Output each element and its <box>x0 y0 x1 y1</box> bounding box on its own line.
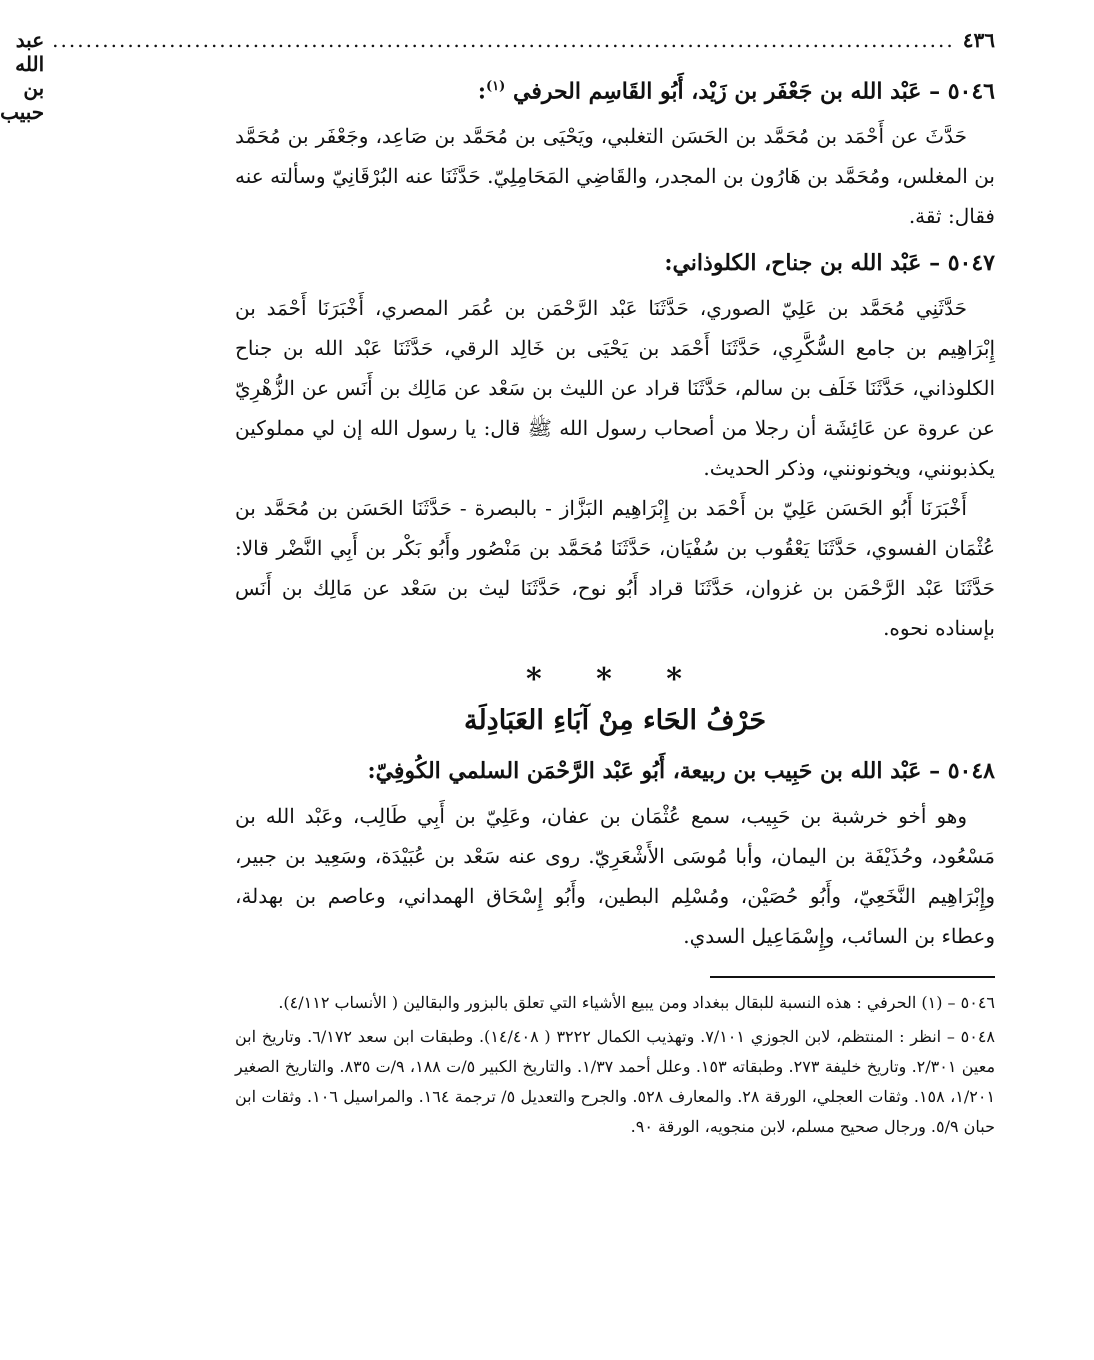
entry-heading-text: ٥٠٤٨ – عَبْد الله بن حَبِيب بن ربيعة، أَبُو عَبْد الرَّحْمَن السلمي الكُوفِيّ <box>375 758 995 785</box>
heading-colon: : <box>367 758 376 785</box>
entry-heading-5046 <box>235 66 995 112</box>
footnote-5048: ٥٠٤٨ – انظر : المنتظم، لابن الجوزي ٧/١٠١. وتهذيب الكمال ٣٢٢٢ ( ١٤/٤٠٨). وطبقات ابن سعد ٦/١٧٢. وتاريخ ابن معين ٢/٣٠١. وتاريخ خليفة ٢٧٣. وطبقاته ١٥٣. وعلل أحمد ١/٣٧. والتاريخ الكبير ٥/ت ١٨٨، ٩/ت ٨٣٥. والتاريخ الصغير ١/٢٠١، ١٥٨. وثقات العجلي، الورقة ٢٨. والمعارف ٥٢٨. والجرح والتعديل ٥/ ترجمة ١٦٤. والمراسيل ١٠٦. وثقات ابن حبان ٥/٩. ورجال صحيح مسلم، لابن منجويه، الورقة ٩٠. <box>235 1027 996 1137</box>
entry-paragraph-5048: وهو أخو خرشبة بن حَبِيب، سمع عُثْمَان بن عفان، وعَلِيّ بن أَبِي طَالِب، وعَبْد الله بن مَسْعُود، وحُذَيْفَة بن اليمان، وأبا مُوسَى الأَشْعَرِيّ. روى عنه سَعْد بن عُبَيْدَة، وسَعِيد بن جبير، وإِبْرَاهِيم النَّخَعِيّ، وأَبُو حُصَيْن، ومُسْلِم البطين، وأَبُو إِسْحَاق الهمداني، وعاصم بن بهدلة، وعطاء بن السائب، وإِسْمَاعِيل السدي. <box>235 804 995 949</box>
entry-heading-5048 <box>235 750 995 792</box>
footnote-5046: ٥٠٤٦ – (١) الحرفي : هذه النسبة للبقال ببغداد ومن يبيع الأشياء التي تعلق بالبزور والبقالين ( الأنساب ٤/١١٢). <box>278 993 995 1013</box>
page-number: ٤٣٦ <box>962 28 995 52</box>
entry-paragraph-5047-a: حَدَّثَنِي مُحَمَّد بن عَلِيّ الصوري، حَدَّثَنَا عَبْد الرَّحْمَن بن عُمَر المصري، أَخْبَرَنَا أَحْمَد بن إِبْرَاهِيم بن جامع السُّكَّرِي، حَدَّثَنَا أَحْمَد بن يَحْيَى بن خَالِد الرقي، حَدَّثَنَا عَبْد الله بن جناح الكلوذاني، حَدَّثَنَا خَلَف بن سالم، حَدَّثَنَا قراد عن الليث بن سَعْد عن مَالِك بن أَنَس عن الزُّهْرِيّ عن عروة عن عَائِشَة أن رجلا من أصحاب رسول الله ﷺ قال: يا رسول الله إن لي مملوكين يكذبونني، ويخونونني، وذكر الحديث. <box>235 296 995 481</box>
entry-heading-5047 <box>235 242 995 284</box>
section-title: حَرْفُ الحَاء مِنْ آبَاءِ العَبَادِلَة <box>463 705 767 737</box>
running-title: عبد الله بن حبيب <box>0 28 45 124</box>
footnote-reference: (١) <box>486 79 506 94</box>
entry-paragraph-5047-b: أَخْبَرَنَا أَبُو الحَسَن عَلِيّ بن أَحْمَد بن إِبْرَاهِيم البَزَّاز - بالبصرة - حَدَّثَنَا الحَسَن بن مُحَمَّد بن عُثْمَان الفسوي، حَدَّثَنَا يَعْقُوب بن سُفْيَان، حَدَّثَنَا مُحَمَّد بن مَنْصُور وأَبُو بَكْر بن أَبِي النَّضْر قالا: حَدَّثَنَا عَبْد الرَّحْمَن بن غزوان، حَدَّثَنَا قراد أَبُو نوح، حَدَّثَنَا ليث بن سَعْد عن مَالِك بن أَنَس بإسناده نحوه. <box>235 496 995 641</box>
entry-paragraph-5046: حَدَّثَ عن أَحْمَد بن مُحَمَّد بن الحَسَن التغلبي، ويَحْيَى بن مُحَمَّد بن صَاعِد، وجَعْفَر بن مُحَمَّد بن المغلس، ومُحَمَّد بن هَارُون بن المجدر، والقَاضِي المَحَامِلِيّ. حَدَّثَنَا عنه البُرْقَانِيّ وسألته عنه فقال: ثقة. <box>235 124 995 229</box>
book-page <box>0 28 996 1146</box>
footnote-divider <box>710 976 995 978</box>
entry-heading-text: ٥٠٤٧ – عَبْد الله بن جناح، الكلوذاني <box>672 250 995 277</box>
heading-colon: : <box>664 250 673 277</box>
heading-colon: : <box>477 78 487 105</box>
header-dot-leader: ............................................................................................................ <box>52 28 955 52</box>
section-separator: * * * <box>526 662 704 698</box>
entry-heading-text: ٥٠٤٦ – عَبْد الله بن جَعْفَر بن زَيْد، أَبُو القَاسِم الحرفي <box>512 78 995 105</box>
